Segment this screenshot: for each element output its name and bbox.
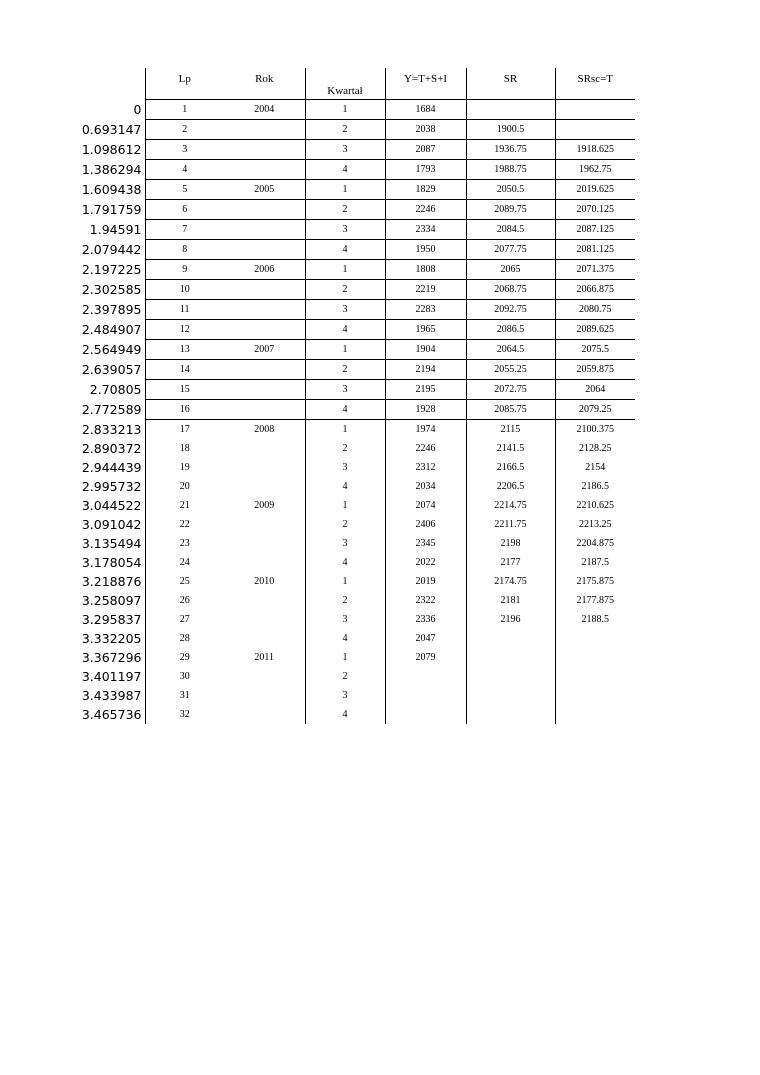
header-y: Y=T+S+I xyxy=(385,68,466,100)
ln-value: 3.091042 xyxy=(81,517,142,532)
rok-cell xyxy=(224,320,305,340)
kwartal-cell: 3 xyxy=(305,220,385,240)
sr-cell: 2196 xyxy=(466,610,555,629)
sr-cell: 2174.75 xyxy=(466,572,555,591)
sr-cell: 2089.75 xyxy=(466,200,555,220)
srsc-cell: 2059.875 xyxy=(555,360,635,380)
rok-cell xyxy=(224,200,305,220)
sr-cell: 2181 xyxy=(466,591,555,610)
header-sr: SR xyxy=(466,68,555,100)
sr-cell: 2055.25 xyxy=(466,360,555,380)
ln-value: 3.433987 xyxy=(81,688,142,703)
srsc-cell: 2210.625 xyxy=(555,496,635,515)
lp-cell: 4 xyxy=(145,160,224,180)
kwartal-cell: 4 xyxy=(305,629,385,648)
sr-cell: 2166.5 xyxy=(466,458,555,477)
y-cell: 2246 xyxy=(385,200,466,220)
y-cell: 2074 xyxy=(385,496,466,515)
kwartal-cell: 1 xyxy=(305,260,385,280)
rok-cell xyxy=(224,534,305,553)
y-cell: 2079 xyxy=(385,648,466,667)
lp-cell: 5 xyxy=(145,180,224,200)
sr-cell: 2141.5 xyxy=(466,439,555,458)
lp-cell: 14 xyxy=(145,360,224,380)
ln-value: 3.295837 xyxy=(81,612,142,627)
table-row xyxy=(67,140,635,160)
y-cell: 2047 xyxy=(385,629,466,648)
sr-cell: 2085.75 xyxy=(466,400,555,420)
spreadsheet xyxy=(67,68,635,724)
ln-value: 2.944439 xyxy=(81,460,142,475)
y-cell: 2283 xyxy=(385,300,466,320)
srsc-cell xyxy=(555,100,635,120)
sr-cell: 2068.75 xyxy=(466,280,555,300)
y-cell: 1684 xyxy=(385,100,466,120)
table-row xyxy=(67,200,635,220)
sr-cell: 2115 xyxy=(466,420,555,440)
y-cell: 2087 xyxy=(385,140,466,160)
kwartal-cell: 3 xyxy=(305,534,385,553)
srsc-cell: 2080.75 xyxy=(555,300,635,320)
lp-cell: 9 xyxy=(145,260,224,280)
y-cell: 2034 xyxy=(385,477,466,496)
sr-cell: 2086.5 xyxy=(466,320,555,340)
sr-cell xyxy=(466,705,555,724)
sr-cell: 1900.5 xyxy=(466,120,555,140)
srsc-cell: 2064 xyxy=(555,380,635,400)
rok-cell xyxy=(224,120,305,140)
y-cell: 1829 xyxy=(385,180,466,200)
y-cell: 2194 xyxy=(385,360,466,380)
table-row xyxy=(67,553,635,572)
ln-value: 1.098612 xyxy=(81,142,142,157)
lp-cell: 20 xyxy=(145,477,224,496)
kwartal-cell: 3 xyxy=(305,380,385,400)
table-row xyxy=(67,220,635,240)
y-cell: 2219 xyxy=(385,280,466,300)
lp-cell: 3 xyxy=(145,140,224,160)
srsc-cell: 2079.25 xyxy=(555,400,635,420)
rok-cell: 2009 xyxy=(254,500,275,511)
y-cell: 2246 xyxy=(385,439,466,458)
rok-cell xyxy=(224,140,305,160)
rok-cell xyxy=(224,240,305,260)
srsc-cell: 2081.125 xyxy=(555,240,635,260)
table-row xyxy=(67,610,635,629)
rok-cell xyxy=(224,220,305,240)
lp-cell: 24 xyxy=(145,553,224,572)
rok-cell xyxy=(224,439,305,458)
kwartal-cell: 2 xyxy=(305,591,385,610)
lp-cell: 30 xyxy=(145,667,224,686)
rok-cell: 2011 xyxy=(254,652,275,663)
rok-cell: 2007 xyxy=(224,340,305,360)
sr-cell: 2177 xyxy=(466,553,555,572)
rok-cell xyxy=(224,380,305,400)
srsc-cell: 2154 xyxy=(555,458,635,477)
srsc-cell: 2188.5 xyxy=(555,610,635,629)
kwartal-cell: 1 xyxy=(305,572,385,591)
table-row xyxy=(67,515,635,534)
ln-value: 2.70805 xyxy=(89,382,142,397)
lp-cell: 27 xyxy=(145,610,224,629)
header-kwartal: Kwartał xyxy=(305,68,385,100)
table-row xyxy=(67,380,635,400)
kwartal-cell: 4 xyxy=(305,477,385,496)
table-row xyxy=(67,572,635,591)
y-cell: 1904 xyxy=(385,340,466,360)
y-cell xyxy=(385,705,466,724)
lp-cell: 23 xyxy=(145,534,224,553)
y-cell: 1808 xyxy=(385,260,466,280)
kwartal-cell: 1 xyxy=(305,420,385,440)
header-row xyxy=(67,68,635,100)
ln-value: 3.178054 xyxy=(81,555,142,570)
sr-cell: 2214.75 xyxy=(466,496,555,515)
kwartal-cell: 3 xyxy=(305,686,385,705)
rok-cell xyxy=(224,280,305,300)
y-cell: 2019 xyxy=(385,572,466,591)
rok-cell xyxy=(224,515,305,534)
kwartal-cell: 4 xyxy=(305,320,385,340)
srsc-cell: 2213.25 xyxy=(555,515,635,534)
table-row xyxy=(67,591,635,610)
table-row xyxy=(67,160,635,180)
ln-value: 2.197225 xyxy=(81,262,142,277)
sr-cell xyxy=(466,629,555,648)
srsc-cell: 2075.5 xyxy=(555,340,635,360)
ln-value: 1.386294 xyxy=(81,162,142,177)
table-row xyxy=(67,180,635,200)
lp-cell: 11 xyxy=(145,300,224,320)
srsc-cell: 2019.625 xyxy=(555,180,635,200)
lp-cell: 8 xyxy=(145,240,224,260)
rok-cell: 2005 xyxy=(224,180,305,200)
sr-cell: 2092.75 xyxy=(466,300,555,320)
rok-cell xyxy=(224,686,305,705)
y-cell: 1965 xyxy=(385,320,466,340)
ln-value: 0 xyxy=(133,102,142,117)
table-row xyxy=(67,629,635,648)
lp-cell: 1 xyxy=(145,100,224,120)
header-srsc: SRsc=T xyxy=(555,68,635,100)
srsc-cell: 2070.125 xyxy=(555,200,635,220)
srsc-cell: 1918.625 xyxy=(555,140,635,160)
ln-value: 3.135494 xyxy=(81,536,142,551)
rok-cell xyxy=(224,553,305,572)
ln-value: 3.332205 xyxy=(81,631,142,646)
lp-cell: 31 xyxy=(145,686,224,705)
kwartal-cell: 4 xyxy=(305,160,385,180)
kwartal-cell: 4 xyxy=(305,705,385,724)
srsc-cell: 2100.375 xyxy=(555,420,635,440)
ln-value: 1.791759 xyxy=(81,202,142,217)
srsc-cell: 2187.5 xyxy=(555,553,635,572)
lp-cell: 13 xyxy=(145,340,224,360)
lp-cell: 18 xyxy=(145,439,224,458)
y-cell: 2334 xyxy=(385,220,466,240)
kwartal-cell: 3 xyxy=(305,458,385,477)
rok-cell xyxy=(224,629,305,648)
ln-value: 2.079442 xyxy=(81,242,142,257)
sr-cell: 2065 xyxy=(466,260,555,280)
rok-cell xyxy=(224,667,305,686)
lp-cell: 21 xyxy=(145,496,224,515)
rok-cell xyxy=(224,610,305,629)
srsc-cell xyxy=(555,648,635,667)
lp-cell: 10 xyxy=(145,280,224,300)
rok-cell xyxy=(224,591,305,610)
sr-cell: 2206.5 xyxy=(466,477,555,496)
kwartal-cell: 2 xyxy=(305,515,385,534)
rok-cell: 2004 xyxy=(224,100,305,120)
srsc-cell xyxy=(555,686,635,705)
ln-value: 2.564949 xyxy=(81,342,142,357)
srsc-cell: 1962.75 xyxy=(555,160,635,180)
ln-value: 2.639057 xyxy=(81,362,142,377)
sr-cell: 2211.75 xyxy=(466,515,555,534)
ln-value: 0.693147 xyxy=(81,122,142,137)
sr-cell: 1988.75 xyxy=(466,160,555,180)
sr-cell: 2064.5 xyxy=(466,340,555,360)
lp-cell: 2 xyxy=(145,120,224,140)
y-cell: 1928 xyxy=(385,400,466,420)
rok-cell xyxy=(224,400,305,420)
y-cell: 2022 xyxy=(385,553,466,572)
y-cell xyxy=(385,667,466,686)
sr-cell: 2050.5 xyxy=(466,180,555,200)
table-row xyxy=(67,496,635,515)
lp-cell: 15 xyxy=(145,380,224,400)
table-row xyxy=(67,534,635,553)
srsc-cell: 2071.375 xyxy=(555,260,635,280)
kwartal-cell: 2 xyxy=(305,667,385,686)
sr-cell: 2072.75 xyxy=(466,380,555,400)
header-ln xyxy=(67,68,145,100)
lp-cell: 17 xyxy=(145,420,224,440)
data-table xyxy=(67,68,635,724)
y-cell: 2312 xyxy=(385,458,466,477)
kwartal-cell: 1 xyxy=(305,496,385,515)
table-row xyxy=(67,280,635,300)
lp-cell: 32 xyxy=(145,705,224,724)
table-row xyxy=(67,100,635,120)
kwartal-cell: 2 xyxy=(305,200,385,220)
table-row xyxy=(67,439,635,458)
kwartal-cell: 4 xyxy=(305,400,385,420)
srsc-cell: 2089.625 xyxy=(555,320,635,340)
lp-cell: 19 xyxy=(145,458,224,477)
y-cell: 1974 xyxy=(385,420,466,440)
lp-cell: 22 xyxy=(145,515,224,534)
y-cell: 1950 xyxy=(385,240,466,260)
sr-cell: 2198 xyxy=(466,534,555,553)
ln-value: 1.94591 xyxy=(89,222,142,237)
ln-value: 2.302585 xyxy=(81,282,142,297)
kwartal-cell: 2 xyxy=(305,120,385,140)
kwartal-cell: 1 xyxy=(305,180,385,200)
table-row xyxy=(67,340,635,360)
ln-value: 3.367296 xyxy=(81,650,142,665)
kwartal-cell: 1 xyxy=(305,340,385,360)
srsc-cell: 2177.875 xyxy=(555,591,635,610)
table-row xyxy=(67,477,635,496)
table-row xyxy=(67,420,635,440)
table-row xyxy=(67,667,635,686)
table-row xyxy=(67,686,635,705)
rok-cell xyxy=(224,160,305,180)
header-rok: Rok xyxy=(224,68,305,100)
y-cell: 2322 xyxy=(385,591,466,610)
kwartal-cell: 4 xyxy=(305,240,385,260)
ln-value: 2.397895 xyxy=(81,302,142,317)
lp-cell: 6 xyxy=(145,200,224,220)
lp-cell: 7 xyxy=(145,220,224,240)
srsc-cell xyxy=(555,705,635,724)
srsc-cell xyxy=(555,629,635,648)
srsc-cell: 2066.875 xyxy=(555,280,635,300)
ln-value: 2.995732 xyxy=(81,479,142,494)
srsc-cell xyxy=(555,120,635,140)
table-row xyxy=(67,120,635,140)
kwartal-cell: 2 xyxy=(305,280,385,300)
y-cell: 2345 xyxy=(385,534,466,553)
ln-value: 3.401197 xyxy=(81,669,142,684)
y-cell: 2038 xyxy=(385,120,466,140)
ln-value: 3.258097 xyxy=(81,593,142,608)
table-row xyxy=(67,458,635,477)
table-row xyxy=(67,300,635,320)
sr-cell: 1936.75 xyxy=(466,140,555,160)
kwartal-cell: 2 xyxy=(305,360,385,380)
y-cell xyxy=(385,686,466,705)
lp-cell: 28 xyxy=(145,629,224,648)
table-row xyxy=(67,705,635,724)
table-row xyxy=(67,320,635,340)
table-body xyxy=(67,100,635,725)
srsc-cell xyxy=(555,667,635,686)
table-row xyxy=(67,360,635,380)
ln-value: 1.609438 xyxy=(81,182,142,197)
kwartal-cell: 3 xyxy=(305,140,385,160)
kwartal-cell: 4 xyxy=(305,553,385,572)
srsc-cell: 2087.125 xyxy=(555,220,635,240)
ln-value: 2.890372 xyxy=(81,441,142,456)
y-cell: 2336 xyxy=(385,610,466,629)
rok-cell xyxy=(224,458,305,477)
rok-cell xyxy=(224,477,305,496)
sr-cell xyxy=(466,648,555,667)
kwartal-cell: 3 xyxy=(305,610,385,629)
kwartal-cell: 3 xyxy=(305,300,385,320)
y-cell: 2406 xyxy=(385,515,466,534)
srsc-cell: 2186.5 xyxy=(555,477,635,496)
rok-cell: 2006 xyxy=(224,260,305,280)
kwartal-cell: 1 xyxy=(305,648,385,667)
srsc-cell: 2204.875 xyxy=(555,534,635,553)
lp-cell: 29 xyxy=(145,648,224,667)
table-row xyxy=(67,240,635,260)
ln-value: 2.772589 xyxy=(81,402,142,417)
sr-cell xyxy=(466,667,555,686)
rok-cell xyxy=(224,705,305,724)
ln-value: 2.484907 xyxy=(81,322,142,337)
sr-cell xyxy=(466,100,555,120)
lp-cell: 12 xyxy=(145,320,224,340)
table-row xyxy=(67,648,635,667)
sr-cell xyxy=(466,686,555,705)
table-row xyxy=(67,400,635,420)
rok-cell: 2008 xyxy=(254,424,275,435)
y-cell: 2195 xyxy=(385,380,466,400)
rok-cell xyxy=(224,300,305,320)
srsc-cell: 2175.875 xyxy=(555,572,635,591)
ln-value: 3.218876 xyxy=(81,574,142,589)
ln-value: 3.465736 xyxy=(81,707,142,722)
kwartal-cell: 1 xyxy=(305,100,385,120)
table-row xyxy=(67,260,635,280)
kwartal-cell: 2 xyxy=(305,439,385,458)
sr-cell: 2077.75 xyxy=(466,240,555,260)
rok-cell xyxy=(224,360,305,380)
header-lp: Lp xyxy=(145,68,224,100)
lp-cell: 25 xyxy=(145,572,224,591)
lp-cell: 26 xyxy=(145,591,224,610)
sr-cell: 2084.5 xyxy=(466,220,555,240)
ln-value: 3.044522 xyxy=(81,498,142,513)
lp-cell: 16 xyxy=(145,400,224,420)
y-cell: 1793 xyxy=(385,160,466,180)
rok-cell: 2010 xyxy=(254,576,275,587)
srsc-cell: 2128.25 xyxy=(555,439,635,458)
ln-value: 2.833213 xyxy=(81,421,142,437)
